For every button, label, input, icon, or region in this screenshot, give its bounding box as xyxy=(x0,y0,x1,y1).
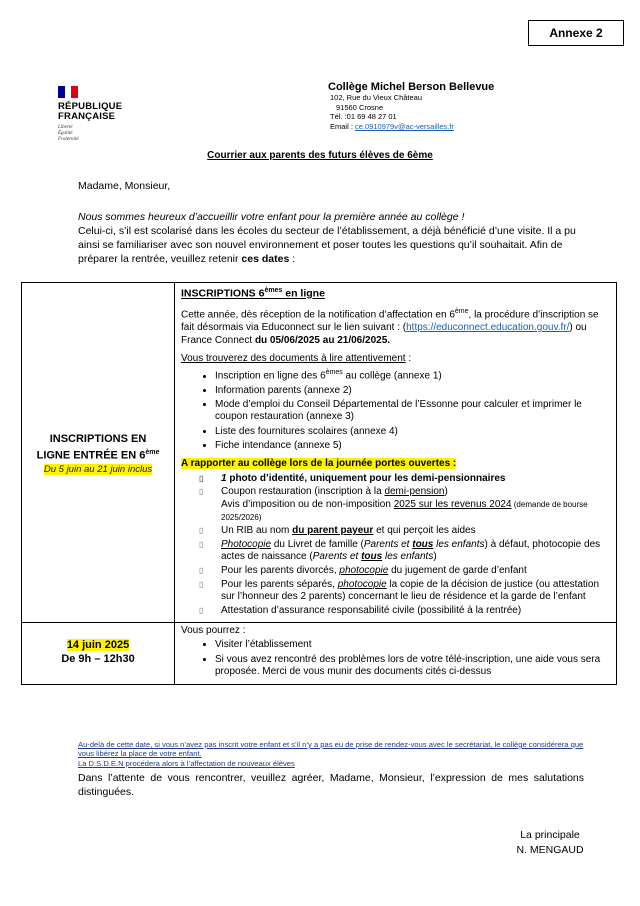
schedule-table xyxy=(21,282,617,685)
inscription-label-cell xyxy=(22,283,175,623)
list-item: • Inscription en ligne des 6èmes au collège (annexe 1) xyxy=(215,367,610,383)
list-item: ▯ 1 photo d’identité, uniquement pour les demi-pensionnaires xyxy=(199,473,610,486)
republic-line-1: RÉPUBLIQUE xyxy=(58,101,123,112)
annexe-label: Annexe 2 xyxy=(528,20,624,46)
republic-line-2: FRANÇAISE xyxy=(58,111,116,122)
list-item: ▯ Photocopie du Livret de famille (Parents et tous les enfants) à défaut, photocopie des actes de naissance (Parents et tous les enfants) xyxy=(199,539,610,564)
document-title: Courrier aux parents des futurs élèves de 6ème xyxy=(207,150,433,161)
intro-body: Celui-ci, s’il est scolarisé dans les écoles du secteur de l’établissement, a déjà bénéficié d’une visite. Il a pu ainsi se familiariser avec son nouvel environnement et poser toutes les questions qu’il souhaitait. Afin de préparer la rentrée, veuillez retenir ces dates : xyxy=(78,225,576,265)
open-day-hours: De 9h – 12h30 xyxy=(61,653,135,666)
list-item: • Si vous avez rencontré des problèmes lors de votre télé-inscription, une aide vous sera proposée. Merci de vous munir des documents cités ci-dessus xyxy=(215,654,610,679)
list-item: ▯ Attestation d’assurance responsabilité civile (possibilité à la rentrée) xyxy=(199,605,610,618)
list-item: ▯ Pour les parents séparés, photocopie la copie de la décision de justice (ou attestation sur l’honneur des 2 parents) concernant le lieu de résidence et la garde de l’enfant xyxy=(199,579,610,604)
bring-heading: A rapporter au collège lors de la journée portes ouvertes : xyxy=(181,458,457,470)
inscription-heading: INSCRIPTIONS 6èmes en ligne xyxy=(181,287,325,300)
list-item: • Visiter l’établissement xyxy=(215,639,610,652)
intro-paragraph xyxy=(78,210,584,266)
footnote: Au-delà de cette date, si vous n’avez pas inscrit votre enfant et s’il n’y a pas eu de prise de rendez-vous avec le secrétariat, le collège considérera que vous libérez la place de votre enfant. La D.S.D.E.N procédera alors à l’affectation de nouveaux élèves xyxy=(78,740,584,768)
list-item: • Fiche intendance (annexe 5) xyxy=(215,440,610,453)
inscription-dates: Du 5 juin au 21 juin inclus xyxy=(43,463,153,475)
signature xyxy=(500,828,600,858)
open-day-label-cell xyxy=(22,623,175,685)
table-row xyxy=(22,283,617,623)
school-address: 102, Rue du Vieux Château 91560 Crosne Tél. :01 69 48 27 01 Email : ce.0910979v@ac-versailles.fr xyxy=(330,93,454,131)
documents-heading: Vous trouverez des documents à lire attentivement : xyxy=(181,353,412,365)
list-item: ▯ Un RIB au nom du parent payeur et qui perçoit les aides xyxy=(199,525,610,538)
closing-paragraph: Dans l’attente de vous rencontrer, veuillez agréer, Madame, Monsieur, l’expression de mes salutations distinguées. xyxy=(78,772,584,798)
open-day-details-cell xyxy=(175,623,617,685)
signature-name: N. MENGAUD xyxy=(516,844,584,856)
table-row xyxy=(22,623,617,685)
school-name: Collège Michel Berson Bellevue xyxy=(328,81,495,93)
open-day-list xyxy=(181,639,610,678)
french-flag-icon xyxy=(58,86,78,98)
list-item: • Information parents (annexe 2) xyxy=(215,385,610,398)
list-item: ▯ Pour les parents divorcés, photocopie du jugement de garde d’enfant xyxy=(199,565,610,578)
inscription-title: INSCRIPTIONS EN LIGNE ENTRÉE EN 6ème xyxy=(36,433,160,462)
documents-list xyxy=(181,367,610,452)
educonnect-link[interactable]: https://educonnect.education.gouv.fr/ xyxy=(406,322,570,334)
open-day-intro: Vous pourrez : xyxy=(181,625,246,637)
inscription-paragraph: Cette année, dès réception de la notification d’affectation en 6ème, la procédure d’inscription se fait désormais via Educonnect sur le lien suivant : (https://educonnect.education.gouv.fr/) ou France Connect du 05/06/2025 au 21/06/2025. xyxy=(181,308,599,346)
bring-list xyxy=(181,473,610,618)
list-item: • Liste des fournitures scolaires (annexe 4) xyxy=(215,426,610,439)
list-item: ▯ Coupon restauration (inscription à la demi-pension) Avis d’imposition ou de non-imposition 2025 sur les revenus 2024 (demande de bourse 2025/2026) xyxy=(199,486,610,524)
open-day-date: 14 juin 2025 xyxy=(66,639,130,652)
list-item: • Mode d’emploi du Conseil Départemental de l’Essonne pour calculer et imprimer le coupon restauration (annexe 3) xyxy=(215,399,610,424)
school-email-link[interactable]: ce.0910979v@ac-versailles.fr xyxy=(355,121,454,131)
inscription-details-cell xyxy=(175,283,617,623)
republique-francaise-logo xyxy=(58,86,138,143)
signature-role: La principale xyxy=(520,829,580,841)
greeting: Madame, Monsieur, xyxy=(78,180,171,192)
motto: Liberté Égalité Fraternité xyxy=(58,125,79,142)
intro-italic-line: Nous sommes heureux d’accueillir votre enfant pour la première année au collège ! xyxy=(78,211,465,223)
